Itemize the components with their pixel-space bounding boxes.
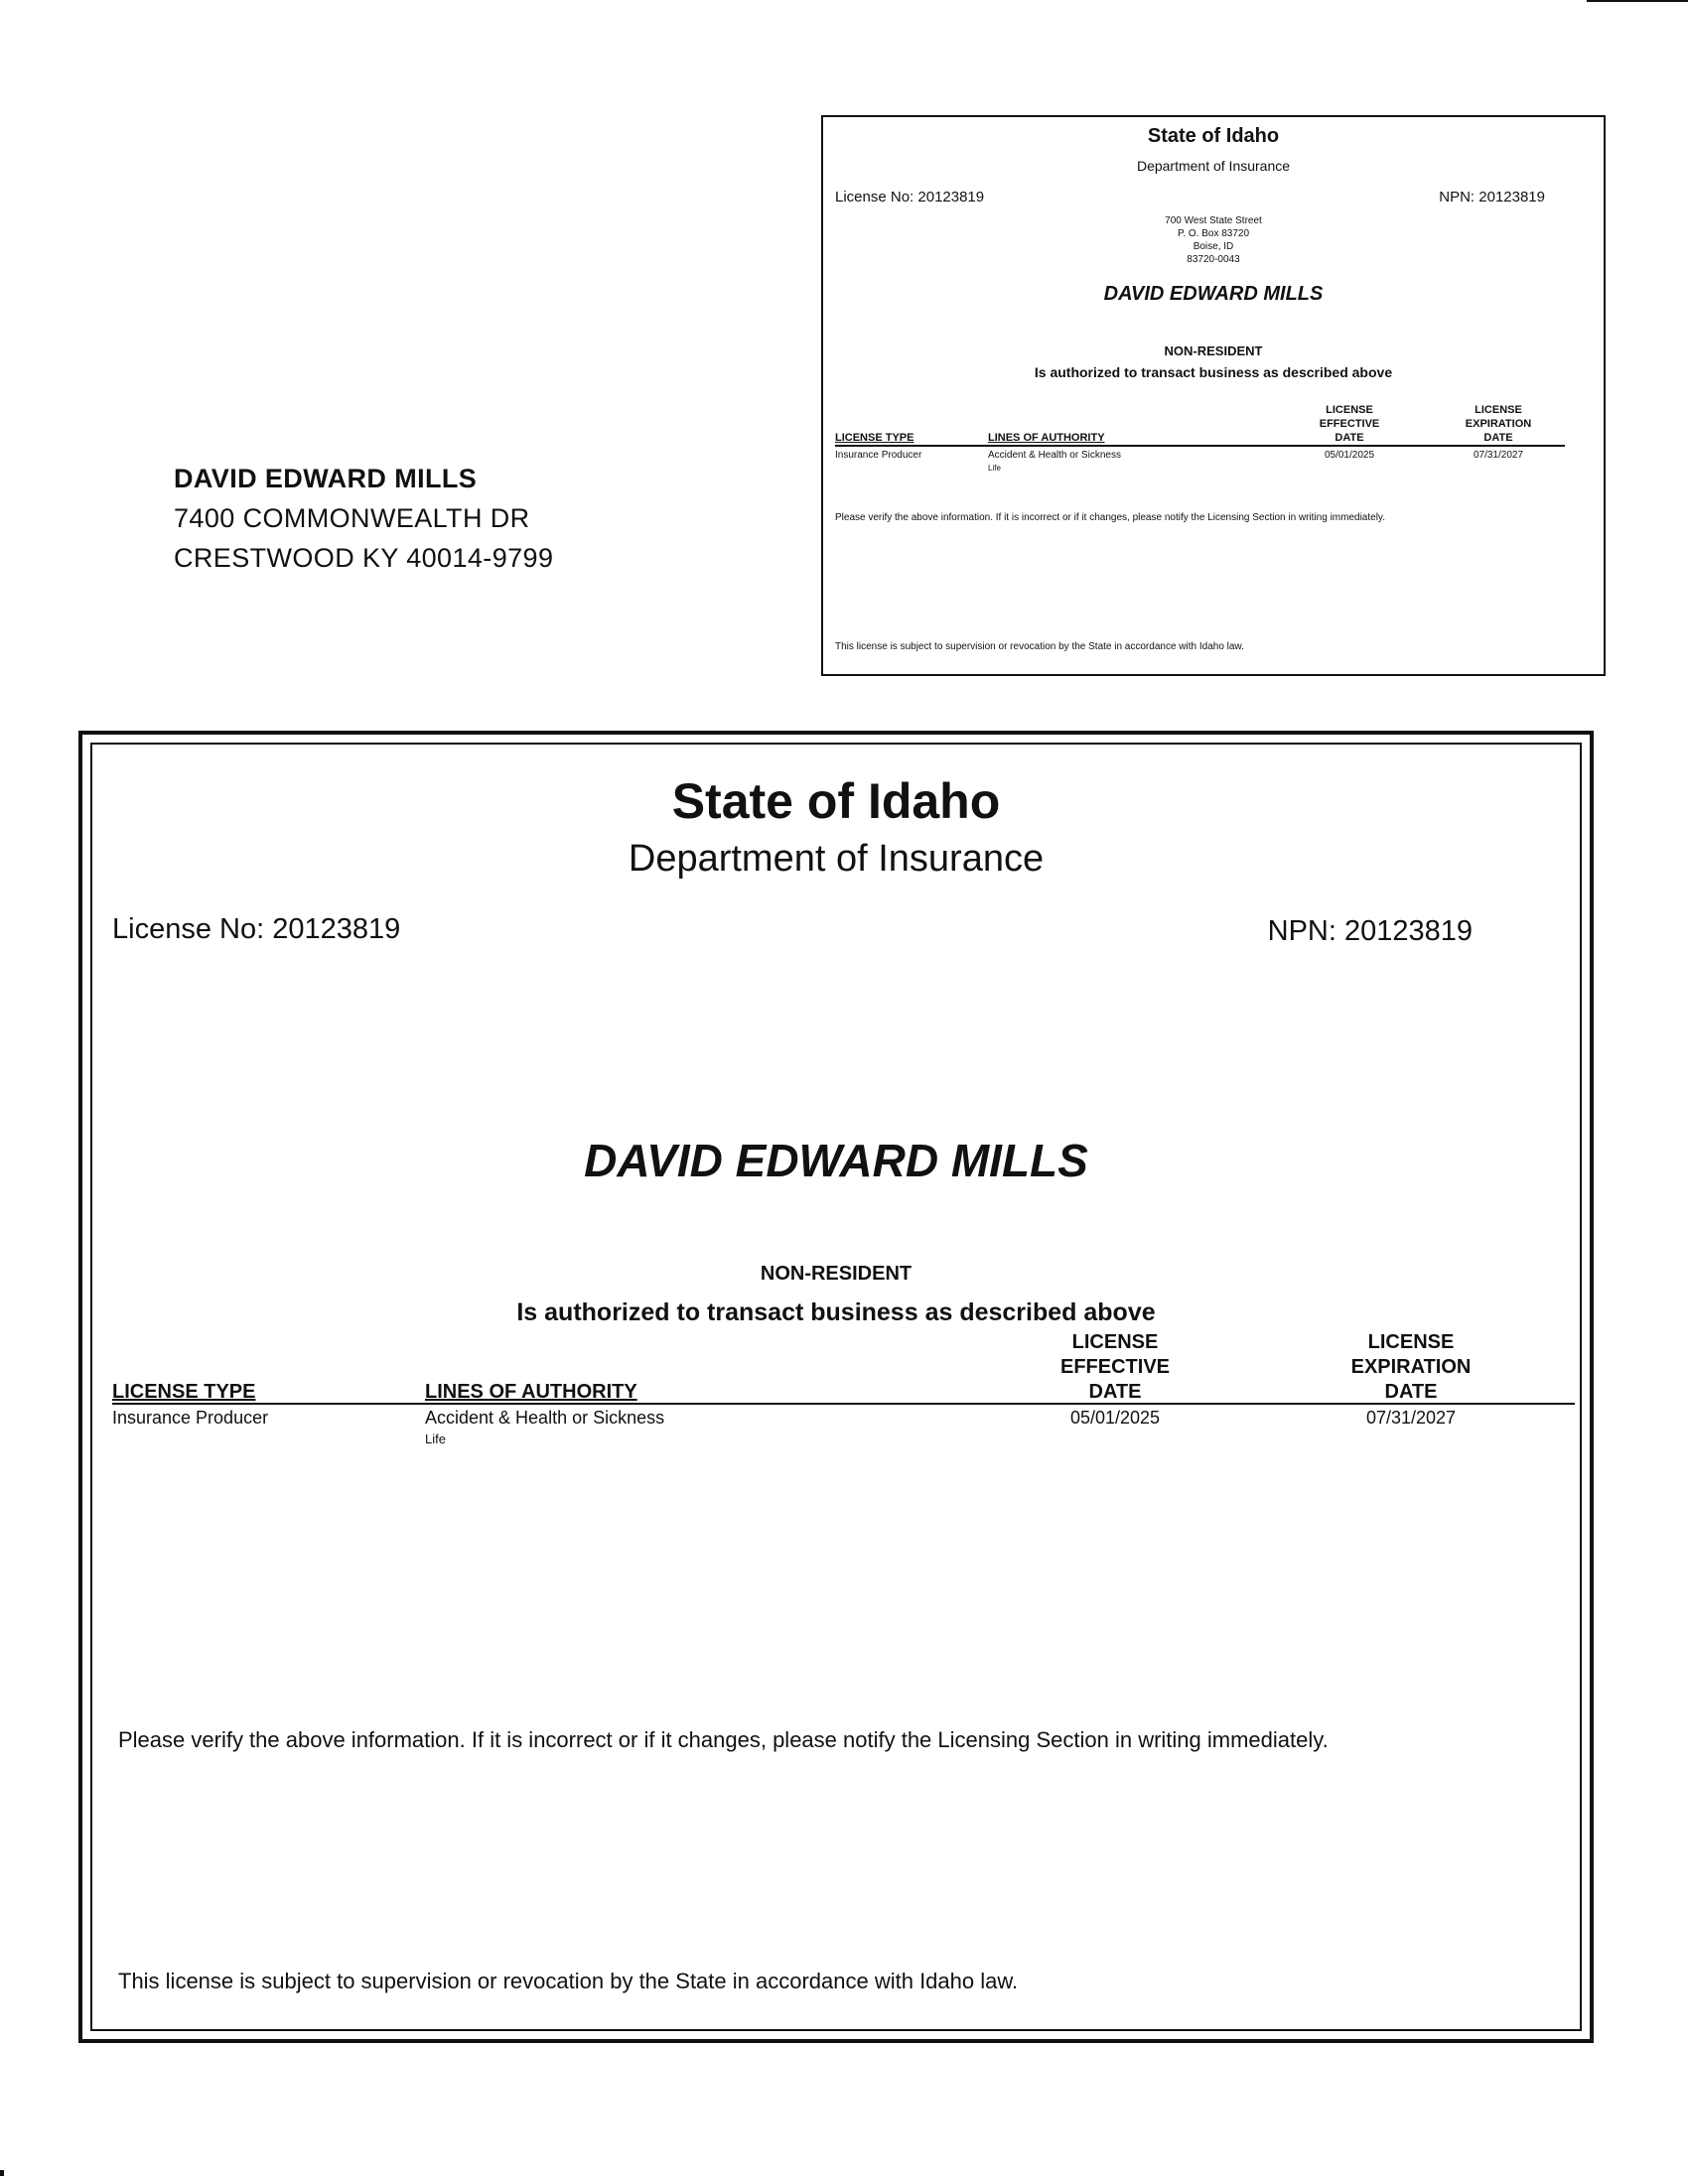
card-department: Department of Insurance	[1136, 158, 1291, 174]
card-cell-license-type: Insurance Producer	[835, 450, 922, 461]
license-header-text: DATE	[1384, 1381, 1438, 1403]
license-header-expiration-date	[1332, 1330, 1490, 1405]
card-holder-name: DAVID EDWARD MILLS	[1103, 283, 1324, 305]
license-cell-effective: 05/01/2025	[1069, 1408, 1161, 1428]
mailing-street: 7400 COMMONWEALTH DR	[174, 503, 530, 533]
card-address-line: 83720-0043	[1187, 254, 1240, 265]
license-holder-name: DAVID EDWARD MILLS	[584, 1135, 1088, 1186]
card-cell-effective: 05/01/2025	[1324, 450, 1375, 461]
license-verify-notice: Please verify the above information. If it is incorrect or if it changes, please notify the Licensing Section in writing immediately.	[118, 1727, 1329, 1752]
license-header-effective-date	[1036, 1330, 1195, 1405]
license-header-text: EFFECTIVE	[1059, 1356, 1170, 1378]
license-line-of-authority: Accident & Health or Sickness	[425, 1408, 665, 1428]
card-address-line: P. O. Box 83720	[1177, 228, 1250, 239]
card-header-expiration-date	[1459, 403, 1538, 445]
license-header-lines-of-authority: LINES OF AUTHORITY	[425, 1381, 637, 1403]
card-table-rule	[835, 445, 1565, 447]
license-header-text: LICENSE	[1071, 1331, 1159, 1353]
card-authorization: Is authorized to transact business as described above	[1034, 364, 1393, 380]
card-header-text: LICENSE	[1326, 404, 1373, 416]
card-cell-lines	[988, 449, 1121, 475]
card-header-license-type: LICENSE TYPE	[835, 432, 914, 444]
card-header-text: LICENSE	[1475, 404, 1522, 416]
license-line-of-authority: Life	[425, 1432, 446, 1446]
card-license-number: License No: 20123819	[835, 189, 985, 205]
card-header-text: DATE	[1483, 432, 1513, 444]
license-authorization: Is authorized to transact business as described above	[516, 1298, 1156, 1326]
license-header-text: DATE	[1088, 1381, 1142, 1403]
card-cell-expiration: 07/31/2027	[1473, 450, 1524, 461]
license-number: License No: 20123819	[112, 913, 401, 945]
card-header-text: EXPIRATION	[1465, 418, 1532, 430]
card-npn: NPN: 20123819	[1439, 189, 1545, 205]
card-address-line: Boise, ID	[1193, 241, 1234, 252]
card-header-lines-of-authority: LINES OF AUTHORITY	[988, 432, 1105, 444]
license-department: Department of Insurance	[628, 838, 1045, 880]
license-cell-expiration: 07/31/2027	[1365, 1408, 1457, 1428]
license-header-text: LICENSE	[1367, 1331, 1455, 1353]
corner-rule	[1587, 0, 1688, 2]
card-supervision-notice: This license is subject to supervision or revocation by the State in accordance with Idaho law.	[835, 641, 1244, 652]
license-residency: NON-RESIDENT	[760, 1263, 913, 1285]
license-header-text: EXPIRATION	[1350, 1356, 1472, 1378]
card-verify-notice: Please verify the above information. If it is incorrect or if it changes, please notify the Licensing Section in writing immediately.	[835, 512, 1385, 523]
card-residency: NON-RESIDENT	[1164, 343, 1263, 358]
card-department-address	[823, 214, 1604, 266]
license-state-title: State of Idaho	[671, 773, 1001, 829]
card-header-effective-date	[1310, 403, 1389, 445]
card-line-of-authority: Accident & Health or Sickness	[988, 450, 1121, 461]
license-inner-border	[90, 743, 1582, 2031]
license-certificate	[78, 731, 1594, 2043]
license-supervision-notice: This license is subject to supervision or revocation by the State in accordance with Idaho law.	[118, 1969, 1019, 1993]
mailing-city-line: CRESTWOOD KY 40014-9799	[174, 543, 554, 573]
license-header-license-type: LICENSE TYPE	[112, 1381, 256, 1403]
license-npn: NPN: 20123819	[1267, 915, 1473, 947]
wallet-card	[821, 115, 1606, 676]
card-address-line: 700 West State Street	[1165, 215, 1262, 226]
card-header-text: EFFECTIVE	[1319, 418, 1380, 430]
license-table-rule	[112, 1403, 1575, 1405]
mailing-name: DAVID EDWARD MILLS	[174, 464, 478, 493]
license-cell-lines	[425, 1407, 664, 1450]
license-cell-license-type: Insurance Producer	[112, 1408, 269, 1428]
scan-mark	[0, 2170, 4, 2176]
mailing-address	[174, 459, 553, 578]
card-state-title: State of Idaho	[1147, 125, 1280, 147]
card-header-text: DATE	[1335, 432, 1364, 444]
card-line-of-authority: Life	[988, 464, 1001, 473]
